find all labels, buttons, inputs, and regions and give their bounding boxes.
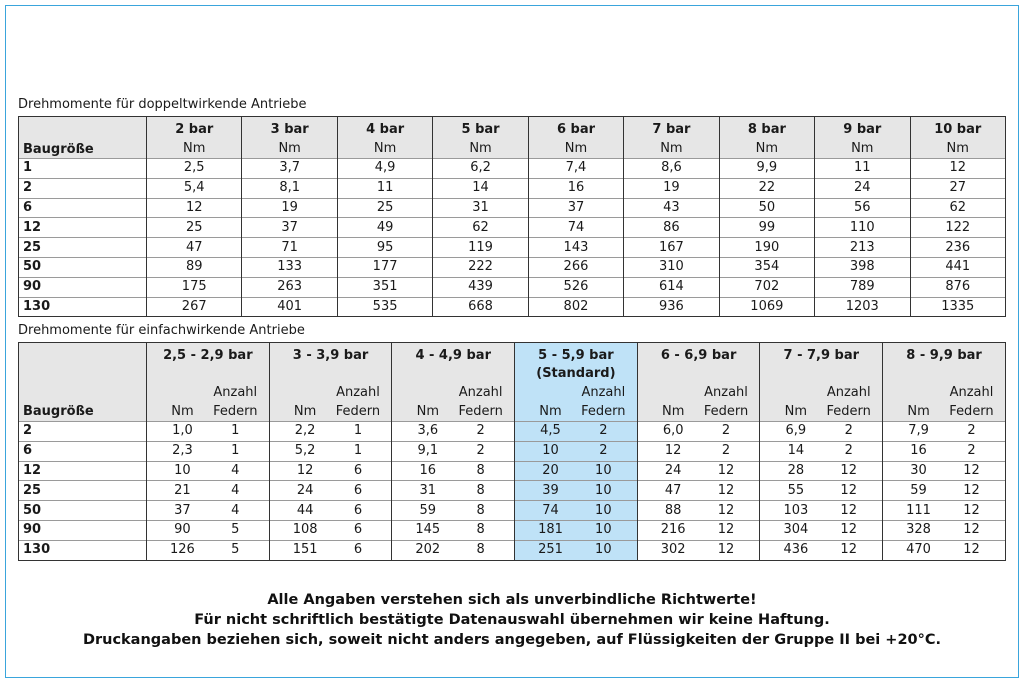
table-row	[19, 218, 1006, 238]
torque-cell: 190	[719, 238, 814, 258]
torque-cell: 25	[147, 218, 242, 238]
torque-cell: 47	[147, 238, 242, 258]
range-header: 5 - 5,9 bar	[515, 343, 638, 366]
torque-cell: 470	[883, 540, 944, 560]
size-cell: 90	[19, 277, 147, 297]
empty-header	[760, 365, 883, 383]
torque-cell: 145	[392, 520, 453, 540]
torque-cell: 1069	[719, 297, 814, 317]
table-row	[19, 277, 1006, 297]
note-line: Alle Angaben verstehen sich als unverbindliche Richtwerte!	[267, 592, 757, 608]
range-header: 2,5 - 2,9 bar	[147, 343, 270, 366]
standard-label: (Standard)	[515, 365, 638, 383]
torque-cell: 167	[624, 238, 719, 258]
size-cell: 25	[19, 238, 147, 258]
unit-label: Nm	[147, 140, 242, 159]
pressure-header: 10 bar	[910, 117, 1006, 141]
torque-cell: 11	[815, 159, 910, 179]
torque-cell: 49	[337, 218, 432, 238]
torque-cell: 526	[528, 277, 623, 297]
torque-cell: 436	[760, 540, 821, 560]
springs-header: Anzahl	[576, 383, 637, 402]
torque-cell: 95	[337, 238, 432, 258]
torque-cell: 6,2	[433, 159, 528, 179]
torque-cell: 789	[815, 277, 910, 297]
torque-cell: 126	[147, 540, 208, 560]
size-cell: 1	[19, 159, 147, 179]
pressure-header: 6 bar	[528, 117, 623, 141]
springs-cell: 4	[208, 481, 269, 501]
torque-cell: 89	[147, 257, 242, 277]
torque-cell: 28	[760, 461, 821, 481]
springs-cell: 2	[944, 441, 1006, 461]
table-row	[19, 159, 1006, 179]
empty-header	[637, 383, 698, 402]
torque-cell: 37	[528, 198, 623, 218]
springs-cell: 4	[208, 461, 269, 481]
empty-header	[883, 365, 1006, 383]
pressure-header: 8 bar	[719, 117, 814, 141]
springs-cell: 1	[208, 441, 269, 461]
torque-cell: 304	[760, 520, 821, 540]
size-cell: 6	[19, 198, 147, 218]
torque-cell: 175	[147, 277, 242, 297]
springs-cell: 12	[944, 520, 1006, 540]
torque-cell: 27	[910, 178, 1006, 198]
torque-cell: 12	[910, 159, 1006, 179]
torque-cell: 16	[392, 461, 453, 481]
double-acting-table	[18, 116, 1006, 317]
springs-cell: 10	[576, 540, 637, 560]
torque-cell: 354	[719, 257, 814, 277]
torque-cell: 47	[637, 481, 698, 501]
table-row	[19, 297, 1006, 317]
springs-cell: 10	[576, 461, 637, 481]
springs-cell: 12	[699, 540, 760, 560]
double-acting-title: Drehmomente für doppeltwirkende Antriebe	[18, 97, 307, 112]
torque-cell: 90	[147, 520, 208, 540]
row-header-label: Baugröße	[19, 402, 147, 422]
springs-cell: 2	[576, 422, 637, 442]
torque-cell: 213	[815, 238, 910, 258]
size-cell: 12	[19, 218, 147, 238]
table-row	[19, 257, 1006, 277]
unit-label: Nm	[392, 402, 453, 422]
torque-cell: 56	[815, 198, 910, 218]
torque-cell: 25	[337, 198, 432, 218]
torque-cell: 133	[242, 257, 337, 277]
empty-header	[883, 383, 944, 402]
torque-cell: 876	[910, 277, 1006, 297]
torque-cell: 10	[515, 441, 576, 461]
springs-header: Federn	[208, 402, 269, 422]
springs-cell: 6	[331, 461, 392, 481]
torque-cell: 535	[337, 297, 432, 317]
pressure-header: 5 bar	[433, 117, 528, 141]
springs-cell: 2	[821, 441, 882, 461]
table-row	[19, 540, 1006, 560]
torque-cell: 236	[910, 238, 1006, 258]
torque-cell: 1203	[815, 297, 910, 317]
springs-cell: 12	[699, 501, 760, 521]
torque-cell: 21	[147, 481, 208, 501]
size-cell: 25	[19, 481, 147, 501]
springs-cell: 5	[208, 520, 269, 540]
springs-cell: 5	[208, 540, 269, 560]
unit-label: Nm	[883, 402, 944, 422]
empty-header	[147, 383, 208, 402]
springs-cell: 8	[453, 520, 514, 540]
torque-cell: 398	[815, 257, 910, 277]
size-cell: 50	[19, 257, 147, 277]
table-row	[19, 238, 1006, 258]
torque-cell: 151	[269, 540, 330, 560]
empty-header	[392, 365, 515, 383]
torque-cell: 7,9	[883, 422, 944, 442]
torque-cell: 74	[515, 501, 576, 521]
torque-cell: 251	[515, 540, 576, 560]
torque-cell: 3,7	[242, 159, 337, 179]
torque-cell: 2,5	[147, 159, 242, 179]
table-row	[19, 422, 1006, 442]
torque-cell: 302	[637, 540, 698, 560]
springs-cell: 6	[331, 501, 392, 521]
empty-header	[392, 383, 453, 402]
torque-cell: 10	[147, 461, 208, 481]
torque-cell: 88	[637, 501, 698, 521]
size-cell: 2	[19, 422, 147, 442]
torque-cell: 1,0	[147, 422, 208, 442]
torque-cell: 31	[392, 481, 453, 501]
torque-cell: 8,6	[624, 159, 719, 179]
torque-cell: 62	[910, 198, 1006, 218]
unit-label: Nm	[910, 140, 1006, 159]
springs-header: Federn	[944, 402, 1006, 422]
torque-cell: 31	[433, 198, 528, 218]
size-cell: 90	[19, 520, 147, 540]
torque-cell: 24	[637, 461, 698, 481]
range-header: 6 - 6,9 bar	[637, 343, 760, 366]
springs-cell: 1	[331, 422, 392, 442]
torque-cell: 55	[760, 481, 821, 501]
torque-cell: 4,9	[337, 159, 432, 179]
torque-cell: 108	[269, 520, 330, 540]
springs-header: Federn	[821, 402, 882, 422]
pressure-header: 2 bar	[147, 117, 242, 141]
header-row	[19, 365, 1006, 383]
torque-cell: 62	[433, 218, 528, 238]
table-row	[19, 178, 1006, 198]
unit-label: Nm	[719, 140, 814, 159]
torque-cell: 43	[624, 198, 719, 218]
springs-cell: 12	[699, 481, 760, 501]
torque-cell: 37	[147, 501, 208, 521]
torque-cell: 86	[624, 218, 719, 238]
single-acting-title: Drehmomente für einfachwirkende Antriebe	[18, 323, 305, 338]
torque-cell: 59	[883, 481, 944, 501]
empty-header	[515, 383, 576, 402]
torque-cell: 702	[719, 277, 814, 297]
range-header: 4 - 4,9 bar	[392, 343, 515, 366]
note-line: Druckangaben beziehen sich, soweit nicht anders angegeben, auf Flüssigkeiten der Gruppe II bei +20°C.	[82, 632, 942, 648]
unit-label: Nm	[760, 402, 821, 422]
unit-label: Nm	[147, 402, 208, 422]
torque-cell: 401	[242, 297, 337, 317]
torque-cell: 103	[760, 501, 821, 521]
torque-cell: 16	[528, 178, 623, 198]
springs-cell: 1	[208, 422, 269, 442]
torque-cell: 3,6	[392, 422, 453, 442]
torque-cell: 177	[337, 257, 432, 277]
empty-header	[760, 383, 821, 402]
empty-header	[269, 365, 392, 383]
springs-header: Anzahl	[208, 383, 269, 402]
unit-label: Nm	[515, 402, 576, 422]
torque-cell: 59	[392, 501, 453, 521]
springs-cell: 2	[821, 422, 882, 442]
torque-cell: 351	[337, 277, 432, 297]
torque-cell: 143	[528, 238, 623, 258]
range-header: 7 - 7,9 bar	[760, 343, 883, 366]
torque-cell: 668	[433, 297, 528, 317]
springs-header: Anzahl	[453, 383, 514, 402]
springs-cell: 2	[453, 422, 514, 442]
torque-cell: 266	[528, 257, 623, 277]
torque-cell: 50	[719, 198, 814, 218]
empty-header	[637, 365, 760, 383]
unit-label: Nm	[269, 402, 330, 422]
springs-cell: 2	[453, 441, 514, 461]
size-cell: 12	[19, 461, 147, 481]
torque-cell: 122	[910, 218, 1006, 238]
springs-cell: 12	[699, 520, 760, 540]
springs-cell: 2	[699, 441, 760, 461]
torque-cell: 2,3	[147, 441, 208, 461]
springs-header: Federn	[453, 402, 514, 422]
torque-cell: 802	[528, 297, 623, 317]
torque-cell: 4,5	[515, 422, 576, 442]
springs-cell: 12	[944, 501, 1006, 521]
torque-cell: 9,1	[392, 441, 453, 461]
empty-header	[269, 383, 330, 402]
single-acting-table	[18, 342, 1006, 561]
torque-cell: 222	[433, 257, 528, 277]
range-header: 3 - 3,9 bar	[269, 343, 392, 366]
corner-cell	[19, 117, 147, 141]
size-cell: 130	[19, 297, 147, 317]
row-header-label: Baugröße	[19, 140, 147, 159]
header-row	[19, 343, 1006, 366]
torque-cell: 19	[242, 198, 337, 218]
torque-cell: 39	[515, 481, 576, 501]
size-cell: 50	[19, 501, 147, 521]
disclaimer-notes	[0, 590, 1024, 650]
unit-row	[19, 140, 1006, 159]
table-row	[19, 198, 1006, 218]
torque-cell: 30	[883, 461, 944, 481]
pressure-header: 4 bar	[337, 117, 432, 141]
torque-cell: 5,4	[147, 178, 242, 198]
torque-cell: 12	[269, 461, 330, 481]
springs-cell: 10	[576, 501, 637, 521]
torque-cell: 24	[815, 178, 910, 198]
torque-cell: 6,9	[760, 422, 821, 442]
springs-header: Anzahl	[699, 383, 760, 402]
torque-cell: 936	[624, 297, 719, 317]
springs-cell: 6	[331, 520, 392, 540]
torque-cell: 12	[637, 441, 698, 461]
torque-cell: 267	[147, 297, 242, 317]
size-cell: 130	[19, 540, 147, 560]
torque-cell: 439	[433, 277, 528, 297]
torque-cell: 44	[269, 501, 330, 521]
springs-cell: 12	[821, 481, 882, 501]
springs-cell: 12	[821, 520, 882, 540]
unit-label: Nm	[815, 140, 910, 159]
pressure-header: 9 bar	[815, 117, 910, 141]
corner-cell	[19, 343, 147, 366]
torque-cell: 14	[433, 178, 528, 198]
torque-cell: 119	[433, 238, 528, 258]
springs-cell: 6	[331, 481, 392, 501]
range-header: 8 - 9,9 bar	[883, 343, 1006, 366]
size-cell: 6	[19, 441, 147, 461]
springs-cell: 2	[699, 422, 760, 442]
torque-cell: 263	[242, 277, 337, 297]
torque-cell: 20	[515, 461, 576, 481]
table-row	[19, 461, 1006, 481]
unit-label: Nm	[433, 140, 528, 159]
corner-cell	[19, 365, 147, 383]
torque-cell: 37	[242, 218, 337, 238]
springs-cell: 2	[944, 422, 1006, 442]
springs-cell: 8	[453, 461, 514, 481]
header-row	[19, 383, 1006, 402]
size-cell: 2	[19, 178, 147, 198]
springs-cell: 12	[821, 501, 882, 521]
torque-cell: 6,0	[637, 422, 698, 442]
torque-cell: 12	[147, 198, 242, 218]
springs-cell: 2	[576, 441, 637, 461]
springs-cell: 8	[453, 540, 514, 560]
springs-header: Anzahl	[944, 383, 1006, 402]
torque-cell: 24	[269, 481, 330, 501]
table-row	[19, 520, 1006, 540]
springs-cell: 12	[821, 540, 882, 560]
torque-cell: 8,1	[242, 178, 337, 198]
unit-label: Nm	[337, 140, 432, 159]
springs-header: Federn	[576, 402, 637, 422]
torque-cell: 11	[337, 178, 432, 198]
torque-cell: 2,2	[269, 422, 330, 442]
torque-cell: 9,9	[719, 159, 814, 179]
torque-cell: 16	[883, 441, 944, 461]
corner-cell	[19, 383, 147, 402]
springs-cell: 8	[453, 501, 514, 521]
springs-cell: 12	[944, 481, 1006, 501]
springs-cell: 12	[944, 540, 1006, 560]
springs-cell: 4	[208, 501, 269, 521]
pressure-header: 3 bar	[242, 117, 337, 141]
springs-cell: 12	[944, 461, 1006, 481]
springs-header: Anzahl	[821, 383, 882, 402]
torque-cell: 14	[760, 441, 821, 461]
springs-header: Federn	[699, 402, 760, 422]
empty-header	[147, 365, 270, 383]
unit-label: Nm	[637, 402, 698, 422]
unit-label: Nm	[624, 140, 719, 159]
torque-cell: 22	[719, 178, 814, 198]
torque-cell: 71	[242, 238, 337, 258]
springs-cell: 1	[331, 441, 392, 461]
unit-row	[19, 402, 1006, 422]
torque-cell: 99	[719, 218, 814, 238]
header-row	[19, 117, 1006, 141]
table-row	[19, 441, 1006, 461]
torque-cell: 328	[883, 520, 944, 540]
unit-label: Nm	[528, 140, 623, 159]
table-row	[19, 501, 1006, 521]
torque-cell: 310	[624, 257, 719, 277]
pressure-header: 7 bar	[624, 117, 719, 141]
springs-cell: 6	[331, 540, 392, 560]
note-line: Für nicht schriftlich bestätigte Datenauswahl übernehmen wir keine Haftung.	[194, 612, 830, 628]
springs-cell: 8	[453, 481, 514, 501]
torque-cell: 111	[883, 501, 944, 521]
springs-cell: 12	[821, 461, 882, 481]
torque-cell: 74	[528, 218, 623, 238]
springs-cell: 12	[699, 461, 760, 481]
springs-header: Anzahl	[331, 383, 392, 402]
torque-cell: 5,2	[269, 441, 330, 461]
table-row	[19, 481, 1006, 501]
springs-cell: 10	[576, 481, 637, 501]
torque-cell: 202	[392, 540, 453, 560]
torque-cell: 216	[637, 520, 698, 540]
torque-cell: 614	[624, 277, 719, 297]
springs-header: Federn	[331, 402, 392, 422]
torque-cell: 110	[815, 218, 910, 238]
torque-cell: 19	[624, 178, 719, 198]
torque-cell: 7,4	[528, 159, 623, 179]
torque-cell: 181	[515, 520, 576, 540]
springs-cell: 10	[576, 520, 637, 540]
torque-cell: 1335	[910, 297, 1006, 317]
unit-label: Nm	[242, 140, 337, 159]
torque-cell: 441	[910, 257, 1006, 277]
